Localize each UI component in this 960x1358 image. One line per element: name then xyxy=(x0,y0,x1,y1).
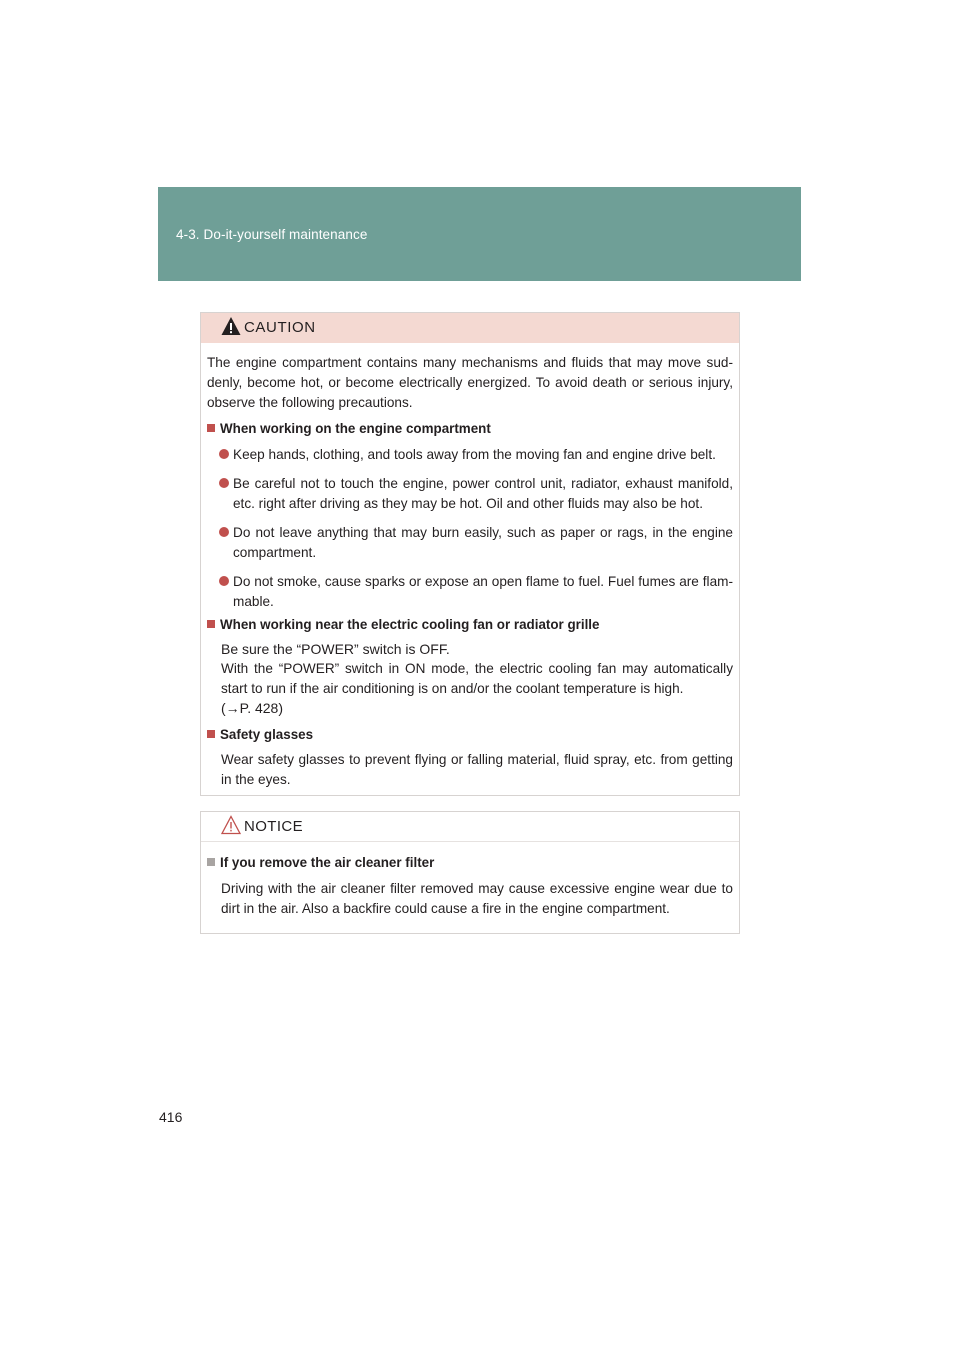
warning-triangle-outline-icon xyxy=(221,815,241,835)
square-bullet-icon xyxy=(207,424,215,432)
caution-intro: The engine compartment contains many mechanisms and fluids that may move sud-denly, become hot, or become electrically energized. To avoid death or serious injury, observe the following precautions. xyxy=(207,355,733,410)
warning-triangle-icon xyxy=(221,316,241,336)
square-bullet-icon xyxy=(207,858,215,866)
square-bullet-icon xyxy=(207,730,215,738)
page-reference-link[interactable]: (→P. 428) xyxy=(221,700,283,716)
caution-heading-cooling-fan: When working near the electric cooling fan or radiator grille xyxy=(207,615,599,635)
notice-header xyxy=(201,812,739,842)
caution-box: CAUTION The engine compartment contains many mechanisms and fluids that may move sud-denly, become hot, or become electrically energized. To avoid death or serious injury, observe the following precautions. When working on the engine compartment Keep hands, clothing, and tools away from the moving fan and engine drive belt. Be careful not to touch the engine, power control unit, radiator, exhaust manifold, etc. right after driving as they may be hot. Oil and other fluids may also be hot. Do not leave anything that may burn easily, such as paper or rags, in the engine compartment. Do not smoke, cause sparks or expose an open flame to fuel. Fuel fumes are flam-mable. When working near the electric cooling fan or radiator grille Be sure the “POWER” switch is OFF. With the “POWER” switch in ON mode, the electric cooling fan may automatically start to run if the air conditioning is on and/or the coolant temperature is high. (→P. 428) Safety glasses Wear safety glasses to prevent flying or falling material, fluid spray, etc. from getting in the eyes. xyxy=(200,312,740,796)
notice-title: NOTICE xyxy=(244,818,304,835)
caution-heading-engine-compartment: When working on the engine compartment xyxy=(207,419,491,439)
cooling-fan-text: With the “POWER” switch in ON mode, the electric cooling fan may automatically start to run if the air conditioning is on and/or the coolant temperature is high. xyxy=(221,661,733,696)
bullet-dot-icon xyxy=(219,527,229,537)
caution-title: CAUTION xyxy=(244,319,316,336)
caution-header xyxy=(201,313,739,343)
section-header-band xyxy=(158,187,801,281)
notice-heading: If you remove the air cleaner filter xyxy=(207,853,434,873)
bullet-dot-icon xyxy=(219,478,229,488)
section-title: 4-3. Do-it-yourself maintenance xyxy=(176,227,368,242)
bullet-dot-icon xyxy=(219,576,229,586)
power-switch-off-text: Be sure the “POWER” switch is OFF. xyxy=(221,641,450,657)
safety-glasses-text: Wear safety glasses to prevent flying or falling material, fluid spray, etc. from getting in the eyes. xyxy=(221,752,733,787)
notice-text: Driving with the air cleaner filter removed may cause excessive engine wear due to dirt in the air. Also a backfire could cause a fire in the engine compartment. xyxy=(221,881,733,916)
square-bullet-icon xyxy=(207,620,215,628)
bullet-dot-icon xyxy=(219,449,229,459)
notice-box xyxy=(200,811,740,934)
page-number: 416 xyxy=(159,1109,183,1125)
caution-heading-safety-glasses: Safety glasses xyxy=(207,725,313,745)
